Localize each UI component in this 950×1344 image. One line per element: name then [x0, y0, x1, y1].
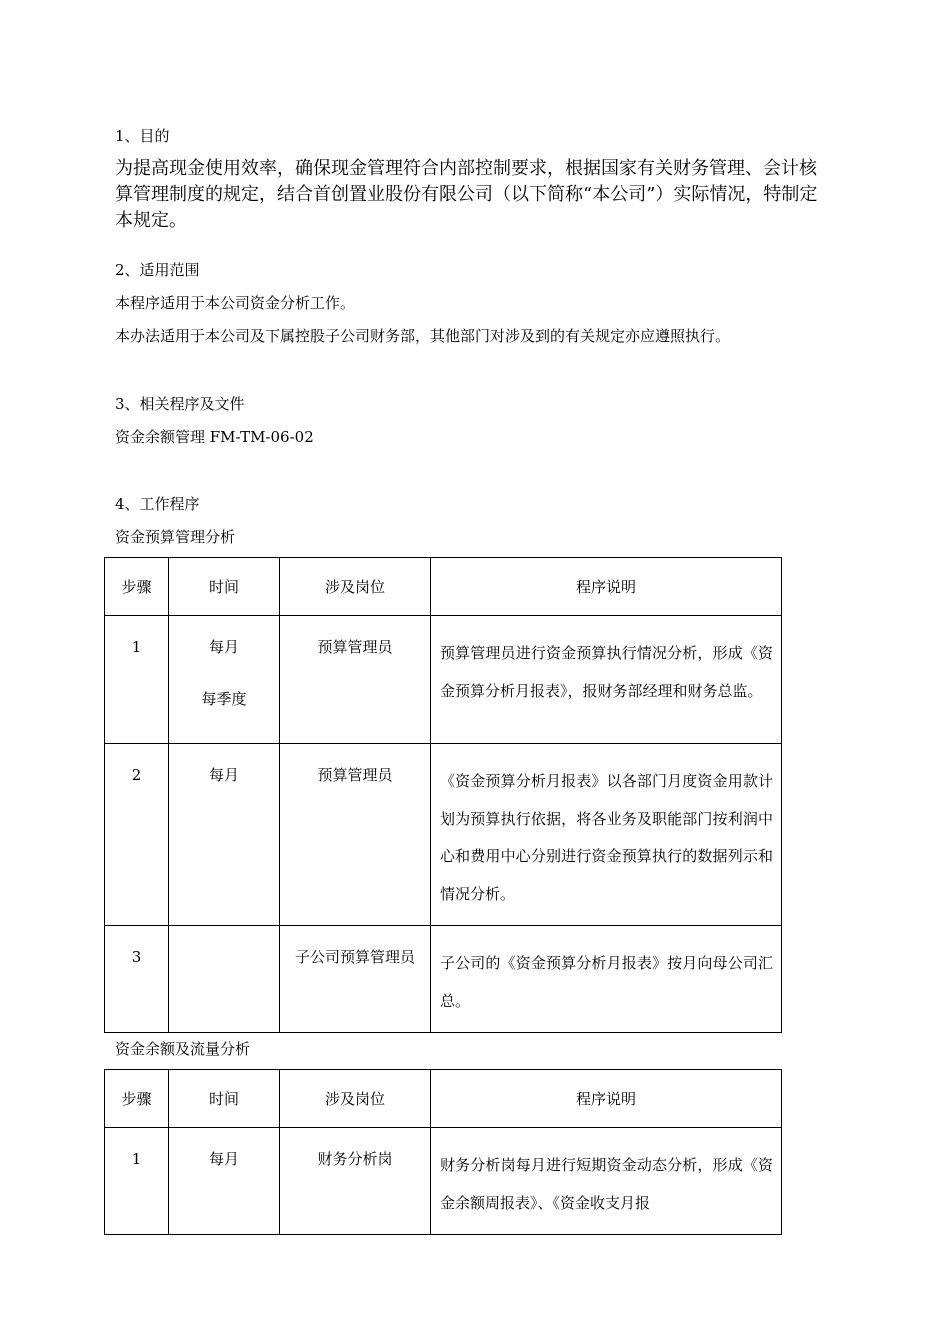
header-role: 涉及岗位: [280, 1070, 431, 1128]
table-header-row: [105, 558, 782, 616]
budget-analysis-table: [104, 557, 782, 1033]
header-description: 程序说明: [431, 1070, 782, 1128]
section-2-heading: 2、适用范围: [115, 261, 200, 279]
step-cell: [105, 926, 169, 1033]
step-number: 1: [131, 638, 142, 656]
table-header-row: [105, 1070, 782, 1128]
section-3-heading: 3、相关程序及文件: [115, 395, 245, 413]
time-cell: [169, 616, 280, 744]
time-value: 每月: [208, 1150, 239, 1168]
description-cell: 子公司的《资金预算分析月报表》按月向母公司汇总。: [431, 926, 782, 1033]
role-value: 预算管理员: [317, 766, 393, 784]
step-cell: [105, 616, 169, 744]
role-value: 子公司预算管理员: [294, 948, 415, 966]
header-time: 时间: [169, 558, 280, 616]
time-value: 每月: [208, 766, 239, 784]
section-2-line-1: 本程序适用于本公司资金分析工作。: [115, 294, 356, 312]
time-value: [169, 947, 279, 967]
section-4-heading: 4、工作程序: [115, 495, 200, 513]
table-row: [105, 616, 782, 744]
role-value: 预算管理员: [317, 638, 393, 656]
time-cell: [169, 1128, 280, 1235]
header-time: 时间: [169, 1070, 280, 1128]
role-cell: [280, 926, 431, 1033]
time-value: 每月: [208, 638, 239, 656]
step-number: 1: [131, 1150, 142, 1168]
time-value-secondary: 每季度: [201, 690, 247, 708]
header-step: 步骤: [105, 1070, 169, 1128]
table-row: [105, 1128, 782, 1235]
header-description: 程序说明: [431, 558, 782, 616]
step-number: 2: [131, 766, 142, 784]
header-step: 步骤: [105, 558, 169, 616]
balance-flow-analysis-table: [104, 1069, 782, 1235]
role-cell: [280, 1128, 431, 1235]
role-cell: [280, 616, 431, 744]
section-2-line-2: 本办法适用于本公司及下属控股子公司财务部，其他部门对涉及到的有关规定亦应遵照执行。: [115, 327, 731, 345]
step-number: 3: [131, 948, 142, 966]
section-1-heading: 1、目的: [115, 127, 170, 145]
description-cell: 预算管理员进行资金预算执行情况分析，形成《资金预算分析月报表》，报财务部经理和财务总监。: [431, 616, 782, 744]
section-1-body: 为提高现金使用效率，确保现金管理符合内部控制要求，根据国家有关财务管理、会计核算管理制度的规定，结合首创置业股份有限公司（以下简称“本公司”）实际情况，特制定本规定。: [115, 158, 818, 231]
description-cell: 财务分析岗每月进行短期资金动态分析，形成《资金余额周报表》、《资金收支月报: [431, 1128, 782, 1235]
header-role: 涉及岗位: [280, 558, 431, 616]
table-2-caption: 资金余额及流量分析: [115, 1040, 251, 1058]
step-cell: [105, 744, 169, 926]
table-row: [105, 926, 782, 1033]
description-cell: 《资金预算分析月报表》以各部门月度资金用款计划为预算执行依据，将各业务及职能部门按利润中心和费用中心分别进行资金预算执行的数据列示和情况分析。: [431, 744, 782, 926]
step-cell: [105, 1128, 169, 1235]
time-cell: [169, 744, 280, 926]
section-3-line-1: 资金余额管理 FM-TM-06-02: [115, 428, 314, 446]
table-1-caption: 资金预算管理分析: [115, 528, 236, 546]
time-cell: [169, 926, 280, 1033]
table-row: [105, 744, 782, 926]
role-cell: [280, 744, 431, 926]
role-value: 财务分析岗: [317, 1150, 393, 1168]
